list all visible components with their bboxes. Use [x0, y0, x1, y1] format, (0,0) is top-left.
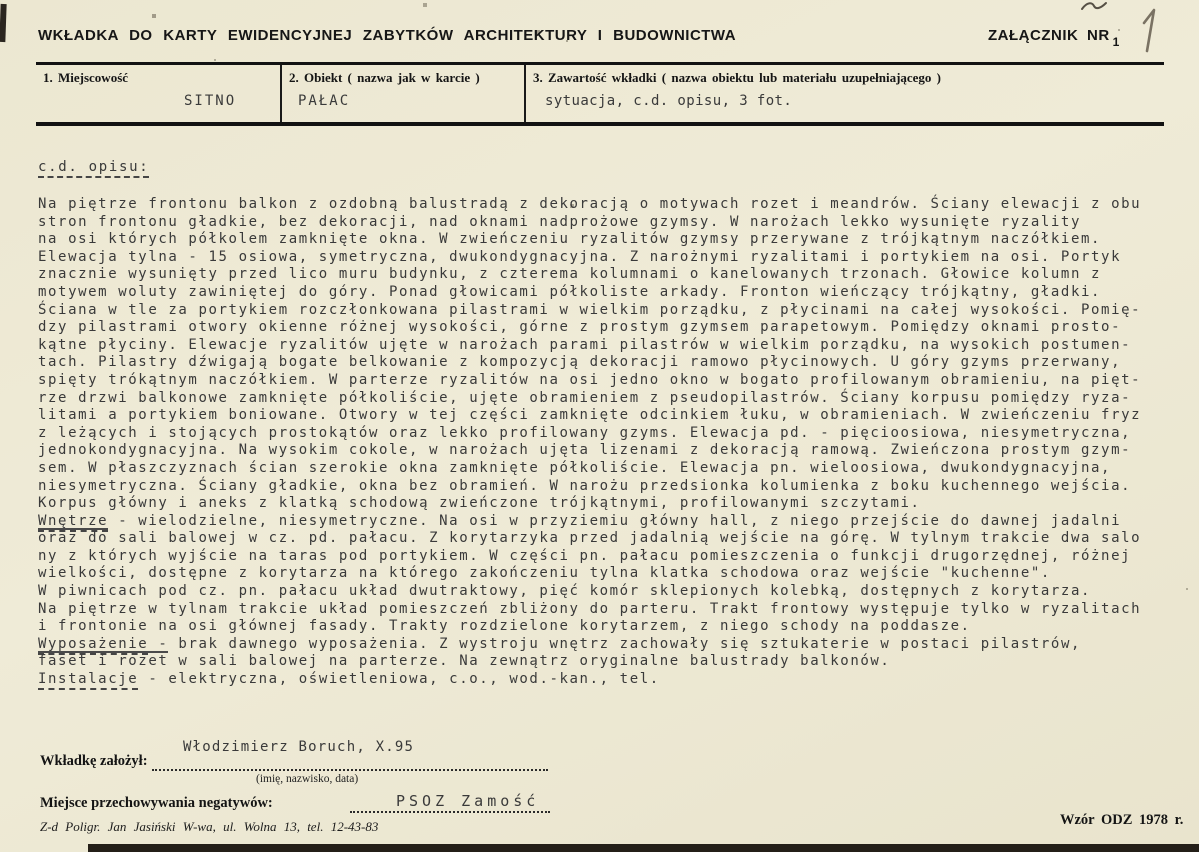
cell-label-obiekt: 2. Obiekt ( nazwa jak w karcie ) [289, 70, 480, 85]
typed-text-line: i frontonie na osi głównej fasady. Trakty rozdzielone korytarzem, z niego schody na poddasze. [38, 618, 971, 635]
typed-text-line: znacznie wysunięty przed lico muru budynku, z czterema kolumnami o kanelowanych trzonach. Głowice kolumn z [38, 266, 1102, 283]
founder-field-hint: (imię, nazwisko, data) [256, 773, 359, 785]
negatives-field-label: Miejsce przechowywania negatywów: [40, 795, 273, 811]
founder-field-label: Wkładkę założył: [40, 753, 148, 769]
table-cell-obiekt [282, 65, 526, 122]
founder-dotted-line [152, 769, 548, 771]
typed-text-line: faset i rozet w sali balowej na parterze. Na zewnątrz oryginalne balustrady balkonów. [38, 653, 891, 670]
typed-text-line: W piwnicach pod cz. pn. pałacu układ dwutraktowy, pięć komór sklepionych kolebką, dostępnych z korytarza. [38, 583, 1092, 600]
typed-text-line: kątne płyciny. Elewacje ryzalitów ujęte w narożach parami pilastrów w wielkim porządku, na wysokich postumen- [38, 336, 1132, 353]
printing-house-info: Z-d Poligr. Jan Jasiński W-wa, ul. Wolna 13, tel. 12-43-83 [40, 819, 379, 834]
cell-value-zawartosc: sytuacja, c.d. opisu, 3 fot. [545, 93, 793, 109]
typed-text-line: na osi których półkolem zamknięte okna. W zwieńczeniu ryzalitów gzymsy przerywane z trójkątnym naczółkiem. [38, 231, 1102, 248]
typed-text-line: Na piętrze w tylnam trakcie układ pomieszczeń zbliżony do parteru. Trakt frontowy występuje tylko w ryzalitach [38, 600, 1142, 617]
scan-edge-mark [0, 4, 7, 42]
typed-text-line: tach. Pilastry dźwigają bogate belkowanie z kompozycją dekoracji ramowo płycinowych. U góry gzyms przerwany, [38, 354, 1122, 371]
typed-text-line: litami a portykiem boniowane. Otwory w tej części zamknięte odcinkiem łuku, w obramieniach. W zwieńczeniu fryz [38, 407, 1142, 424]
typed-text-line: Elewacja tylna - 15 osiowa, symetryczna, dwukondygnacyjna. Z narożnymi ryzalitami i portykiem na osi. Portyk [38, 248, 1122, 265]
table-cell-zawartosc [526, 65, 1164, 122]
cell-value-obiekt: PAŁAC [298, 93, 351, 109]
typed-text-line: dzy pilastrami otwory okienne różnej wysokości, górne z prostym gzymsem parapetowym. Pomiędzy oknami prosto- [38, 319, 1122, 336]
attachment-number-printed: 1 [1112, 35, 1120, 49]
negatives-dotted-line [350, 811, 550, 813]
typed-text-line: rze drzwi balkonowe zamknięte półkoliście, ujęte obramieniem z pseudopilastrów. Ściany korpusu pomiędzy ryza- [38, 389, 1132, 406]
cell-label-miejscowosc: 1. Miejscowość [43, 70, 129, 85]
typed-text-line: sem. W płaszczyznach ścian szerokie okna zamknięte półkoliście. Elewacja pn. wieloosiowa, dwukondygnacyjna, [38, 459, 1112, 476]
form-model-label: Wzór ODZ 1978 r. [1060, 812, 1184, 828]
typed-text-line: ny z których wyjście na taras pod portykiem. W części pn. pałacu pomieszczenia o funkcji drugorzędnej, różnej [38, 547, 1132, 564]
table-cell-miejscowosc [36, 65, 282, 122]
typed-text-line: Ściana w tle za portykiem rozczłonkowana pilastrami w wielkim porządku, z płycinami na całej wysokości. Pomię- [38, 301, 1142, 318]
typed-text-line: niesymetryczna. Ściany gładkie, okna bez obramień. W narożu przedsionka kolumienka z boku kuchennego wejścia. [38, 477, 1132, 494]
typed-text-line: wielkości, dostępne z korytarza na którego zakończeniu tylna klatka schodowa oraz wejście "kuchenne". [38, 565, 1051, 582]
typed-text-line: jednokondygnacyjna. Na wysokim cokole, w narożach ujęta lizenami z dekoracją ramową. Zwieńczona prostym gzym- [38, 442, 1132, 459]
typed-text-line: Korpus główny i aneks z klatką schodową zwieńczone trójkątnymi, profilowanymi szczytami. [38, 495, 921, 512]
attachment-label [988, 27, 1120, 49]
cell-label-zawartosc: 3. Zawartość wkładki ( nazwa obiektu lub materiału uzupełniającego ) [533, 70, 942, 85]
typed-text-line: oraz do sali balowej w cz. pd. pałacu. Z korytarzyka przed jadalnią wejście na górę. W tylnym trakcie dwa salo [38, 530, 1142, 547]
pen-mark [1078, 0, 1112, 16]
cell-value-miejscowosc: SITNO [184, 93, 237, 109]
founder-field-value: Włodzimierz Boruch, X.95 [183, 739, 415, 755]
handwritten-attachment-number [1136, 5, 1166, 57]
typed-text-line: Wnętrze - wielodzielne, niesymetryczne. Na osi w przyziemiu główny hall, z niego przejście do dawnej jadalni [38, 513, 1178, 531]
negatives-field-value: PSOZ Zamość [396, 792, 540, 810]
scan-bottom-bar [88, 844, 1199, 852]
typed-text-line: spięty trókątnym naczółkiem. W parterze ryzalitów na osi jedno okno w bogato profilowanym obramieniu, na pięt- [38, 371, 1142, 388]
typed-text-line: z leżących i stojących prostokątów oraz lekko profilowany gzyms. Elewacja pd. - pięcioosiowa, niesymetryczna, [38, 424, 1132, 441]
description-heading [38, 159, 149, 175]
description-heading-text: c.d. opisu: [38, 159, 149, 178]
description-text [38, 196, 1178, 689]
typed-text-line: Na piętrze frontonu balkon z ozdobną balustradą z dekoracją o motywach rozet i meandrów. Ściany elewacji z obu [38, 196, 1142, 212]
typed-text-line: Wyposażenie - brak dawnego wyposażenia. Z wystroju wnętrz zachowały się sztukaterie w postaci pilastrów, [38, 636, 1178, 654]
identification-table [36, 62, 1164, 126]
attachment-label-text: ZAŁĄCZNIK NR [988, 27, 1110, 44]
typed-text-line: motywem woluty zawiniętej do góry. Ponad głowicami półkoliste arkady. Fronton wieńczący trójkątny, gładki. [38, 283, 1102, 300]
typed-text-line: stron frontonu gładkie, bez dekoracji, nad oknami nadprożowe gzymsy. W narożach lekko wysunięte ryzality [38, 213, 1081, 230]
document-title: WKŁADKA DO KARTY EWIDENCYJNEJ ZABYTKÓW ARCHITEKTURY I BUDOWNICTWA [38, 27, 737, 44]
scan-noise-specks [0, 0, 2, 2]
typed-text-line: Instalacje - elektryczna, oświetleniowa, c.o., wod.-kan., tel. [38, 671, 1178, 689]
